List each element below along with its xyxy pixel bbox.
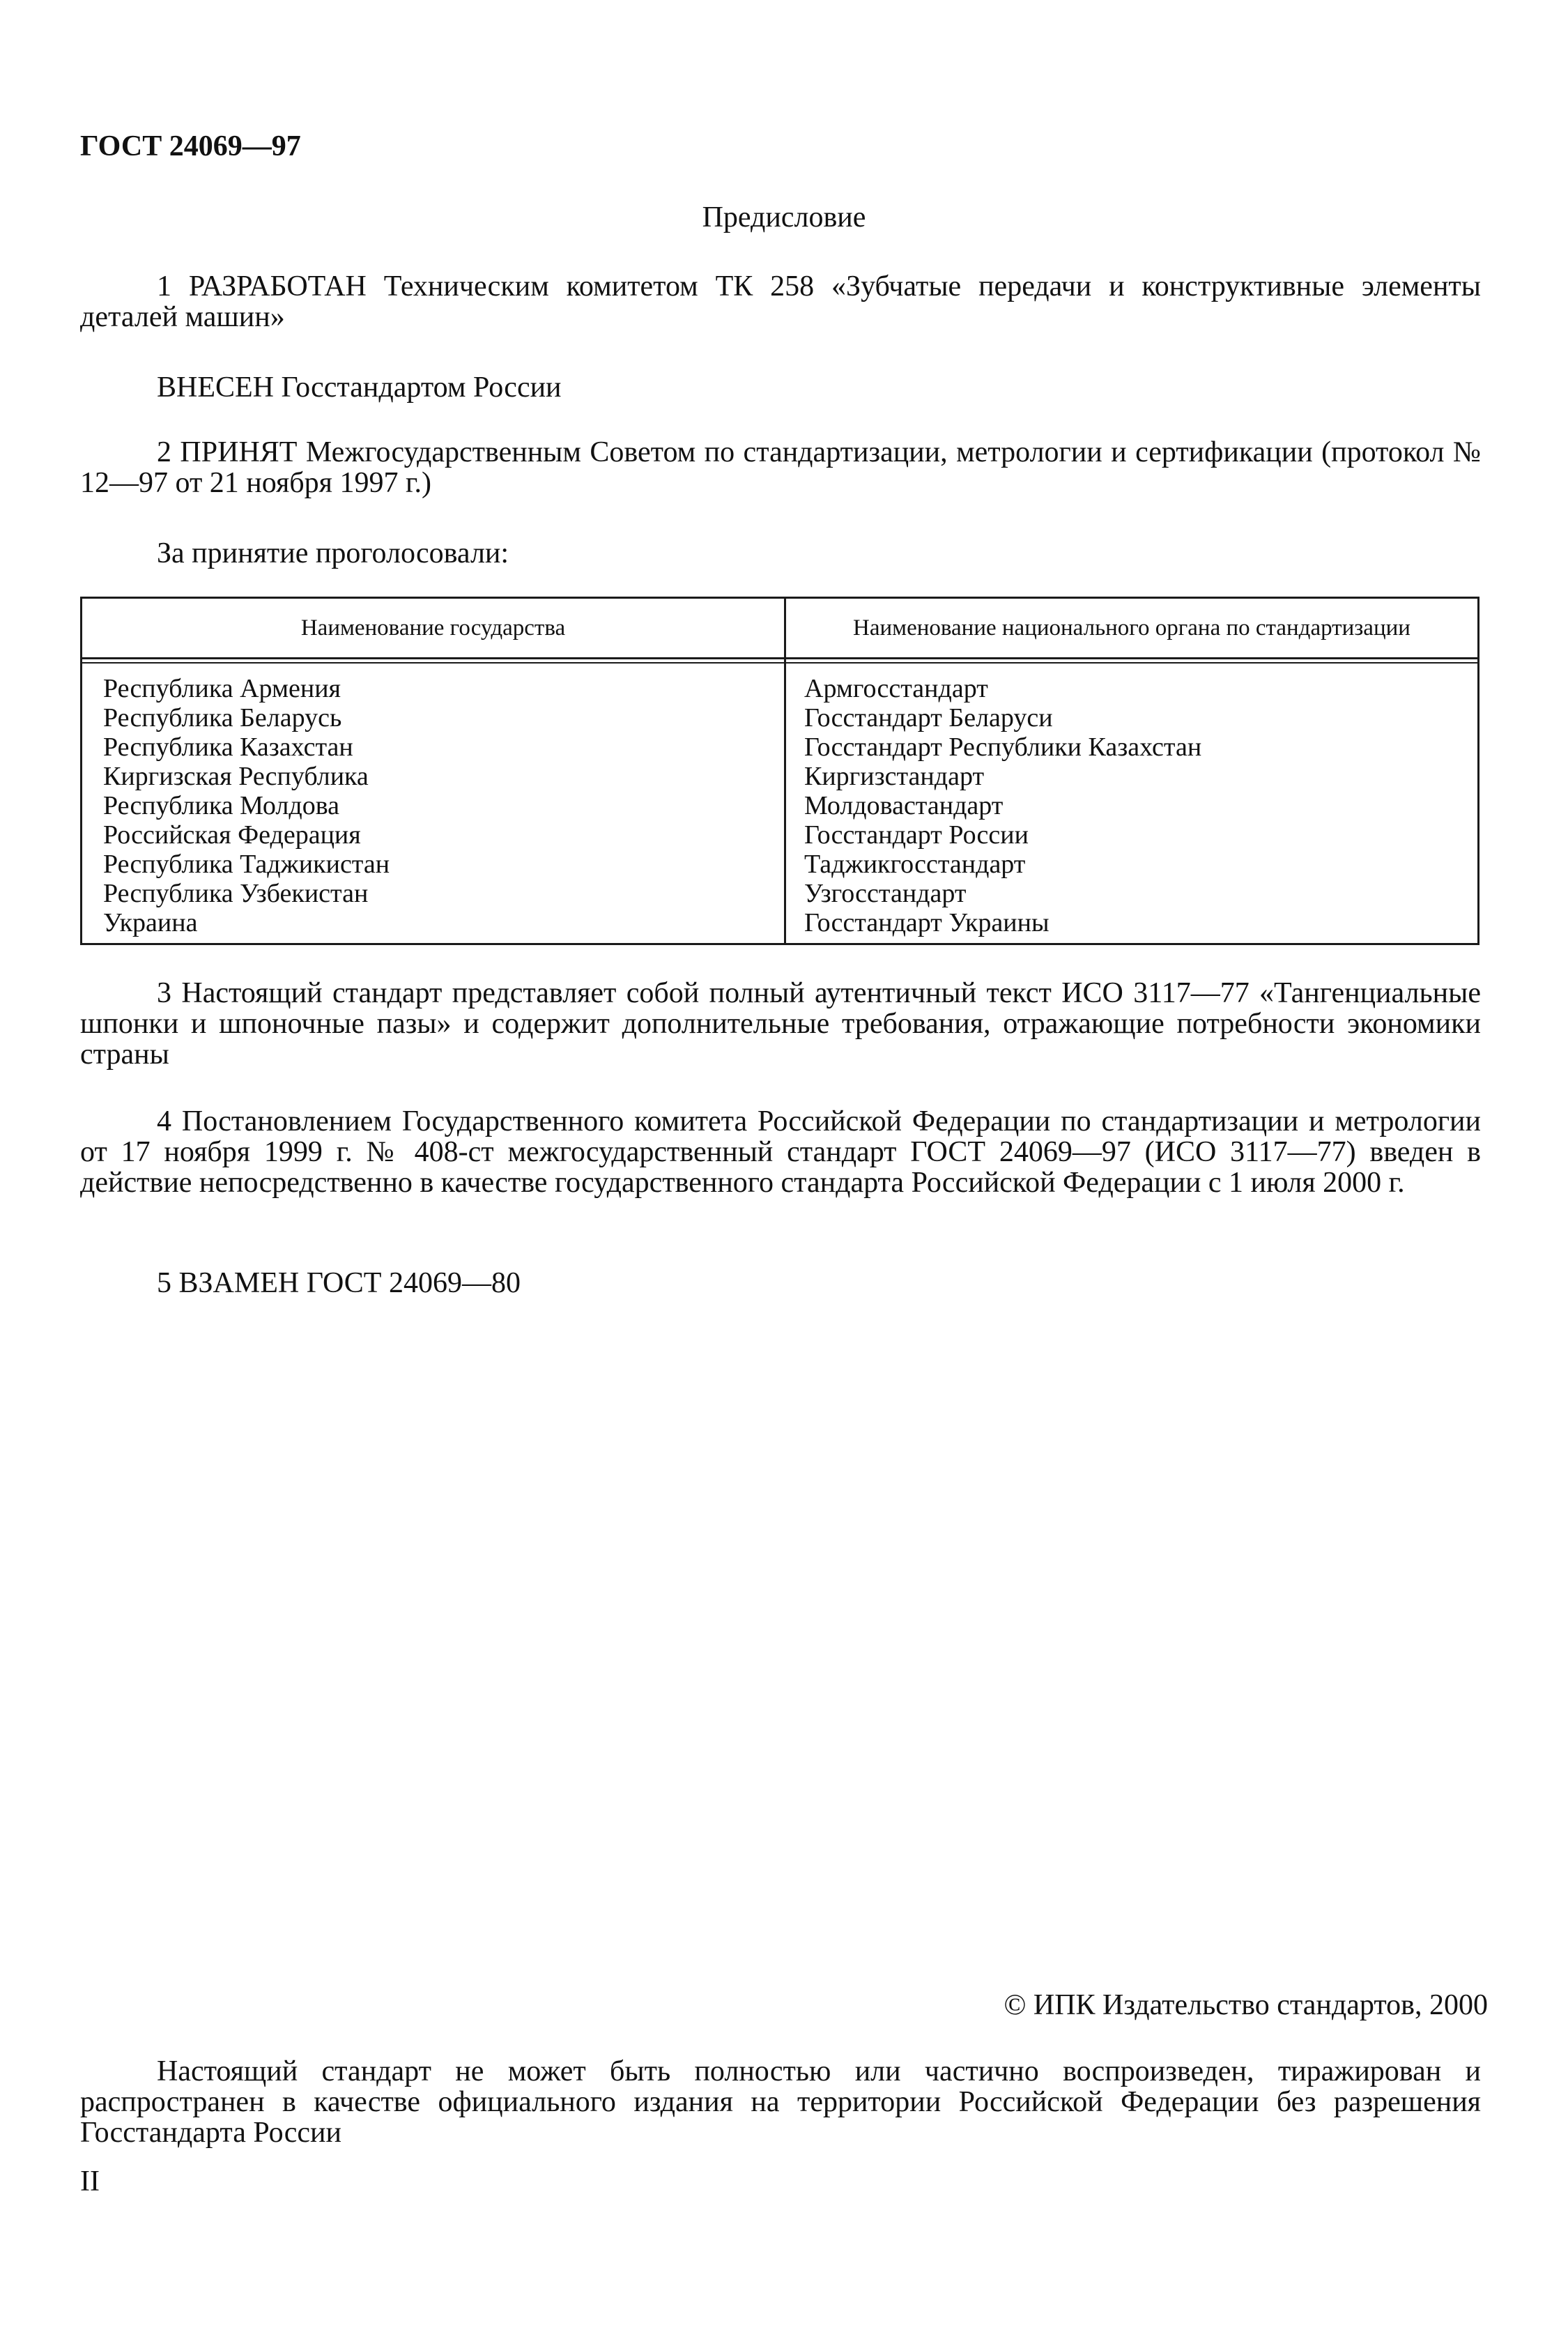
paragraph-1: 1 РАЗРАБОТАН Техническим комитетом ТК 258 «Зубчатые передачи и конструктивные элементы деталей машин» [80,270,1481,333]
table-header-rule [82,657,1477,659]
table-cell: Республика Таджикистан [103,850,390,879]
paragraph-2: 2 ПРИНЯТ Межгосударственным Советом по стандартизации, метрологии и сертификации (протокол № 12—97 от 21 ноября 1997 г.) [80,436,1481,499]
table-header-body: Наименование национального органа по стандартизации [853,615,1411,641]
paragraph-1-introduced: ВНЕСЕН Госстандартом России [157,371,562,404]
page-number: II [80,2165,100,2198]
table-cell: Республика Армения [103,674,341,703]
paragraph-2-voters: За принятие проголосовали: [157,537,509,569]
table-header-rule-double [82,662,1477,664]
foreword-title: Предисловие [702,201,866,233]
table-cell: Украина [103,908,198,937]
copyright-line: © ИПК Издательство стандартов, 2000 [1004,1989,1488,2021]
paragraph-5: 5 ВЗАМЕН ГОСТ 24069—80 [157,1267,521,1299]
table-cell: Госстандарт Украины [804,908,1050,937]
table-cell: Российская Федерация [103,820,361,850]
table-column-bodies [804,674,1201,937]
table-cell: Молдовастандарт [804,791,1004,820]
table-cell: Госстандарт России [804,820,1029,850]
table-header-state: Наименование государства [300,615,566,641]
table-cell: Республика Беларусь [103,703,342,733]
table-column-states [103,674,390,937]
paragraph-4: 4 Постановлением Государственного комитета Российской Федерации по стандартизации и метрологии от 17 ноября 1999 г. № 408-ст межгосударственный стандарт ГОСТ 24069—97 (ИСО 3117—77) введен в действие непосредственно в качестве государственного стандарта Российской Федерации с 1 июля 2000 г. [80,1105,1481,1199]
table-cell: Таджикгосстандарт [804,850,1026,879]
table-cell: Киргизская Республика [103,762,369,791]
table-cell: Узгосстандарт [804,879,967,908]
document-header: ГОСТ 24069—97 [80,130,301,162]
paragraph-3: 3 Настоящий стандарт представляет собой полный аутентичный текст ИСО 3117—77 «Тангенциальные шпонки и шпоночные пазы» и содержит дополнительные требования, отражающие потребности экономики страны [80,977,1481,1071]
table-cell: Киргизстандарт [804,762,985,791]
table-cell: Республика Казахстан [103,733,353,762]
table-cell: Госстандарт Республики Казахстан [804,733,1202,762]
reproduction-notice: Настоящий стандарт не может быть полностью или частично воспроизведен, тиражирован и распространен в качестве официального издания на территории Российской Федерации без разрешения Госстандарта России [80,2055,1481,2149]
voting-table [80,597,1479,945]
table-cell: Республика Узбекистан [103,879,369,908]
table-cell: Республика Молдова [103,791,340,820]
table-cell: Армгосстандарт [804,674,988,703]
table-cell: Госстандарт Беларуси [804,703,1053,733]
